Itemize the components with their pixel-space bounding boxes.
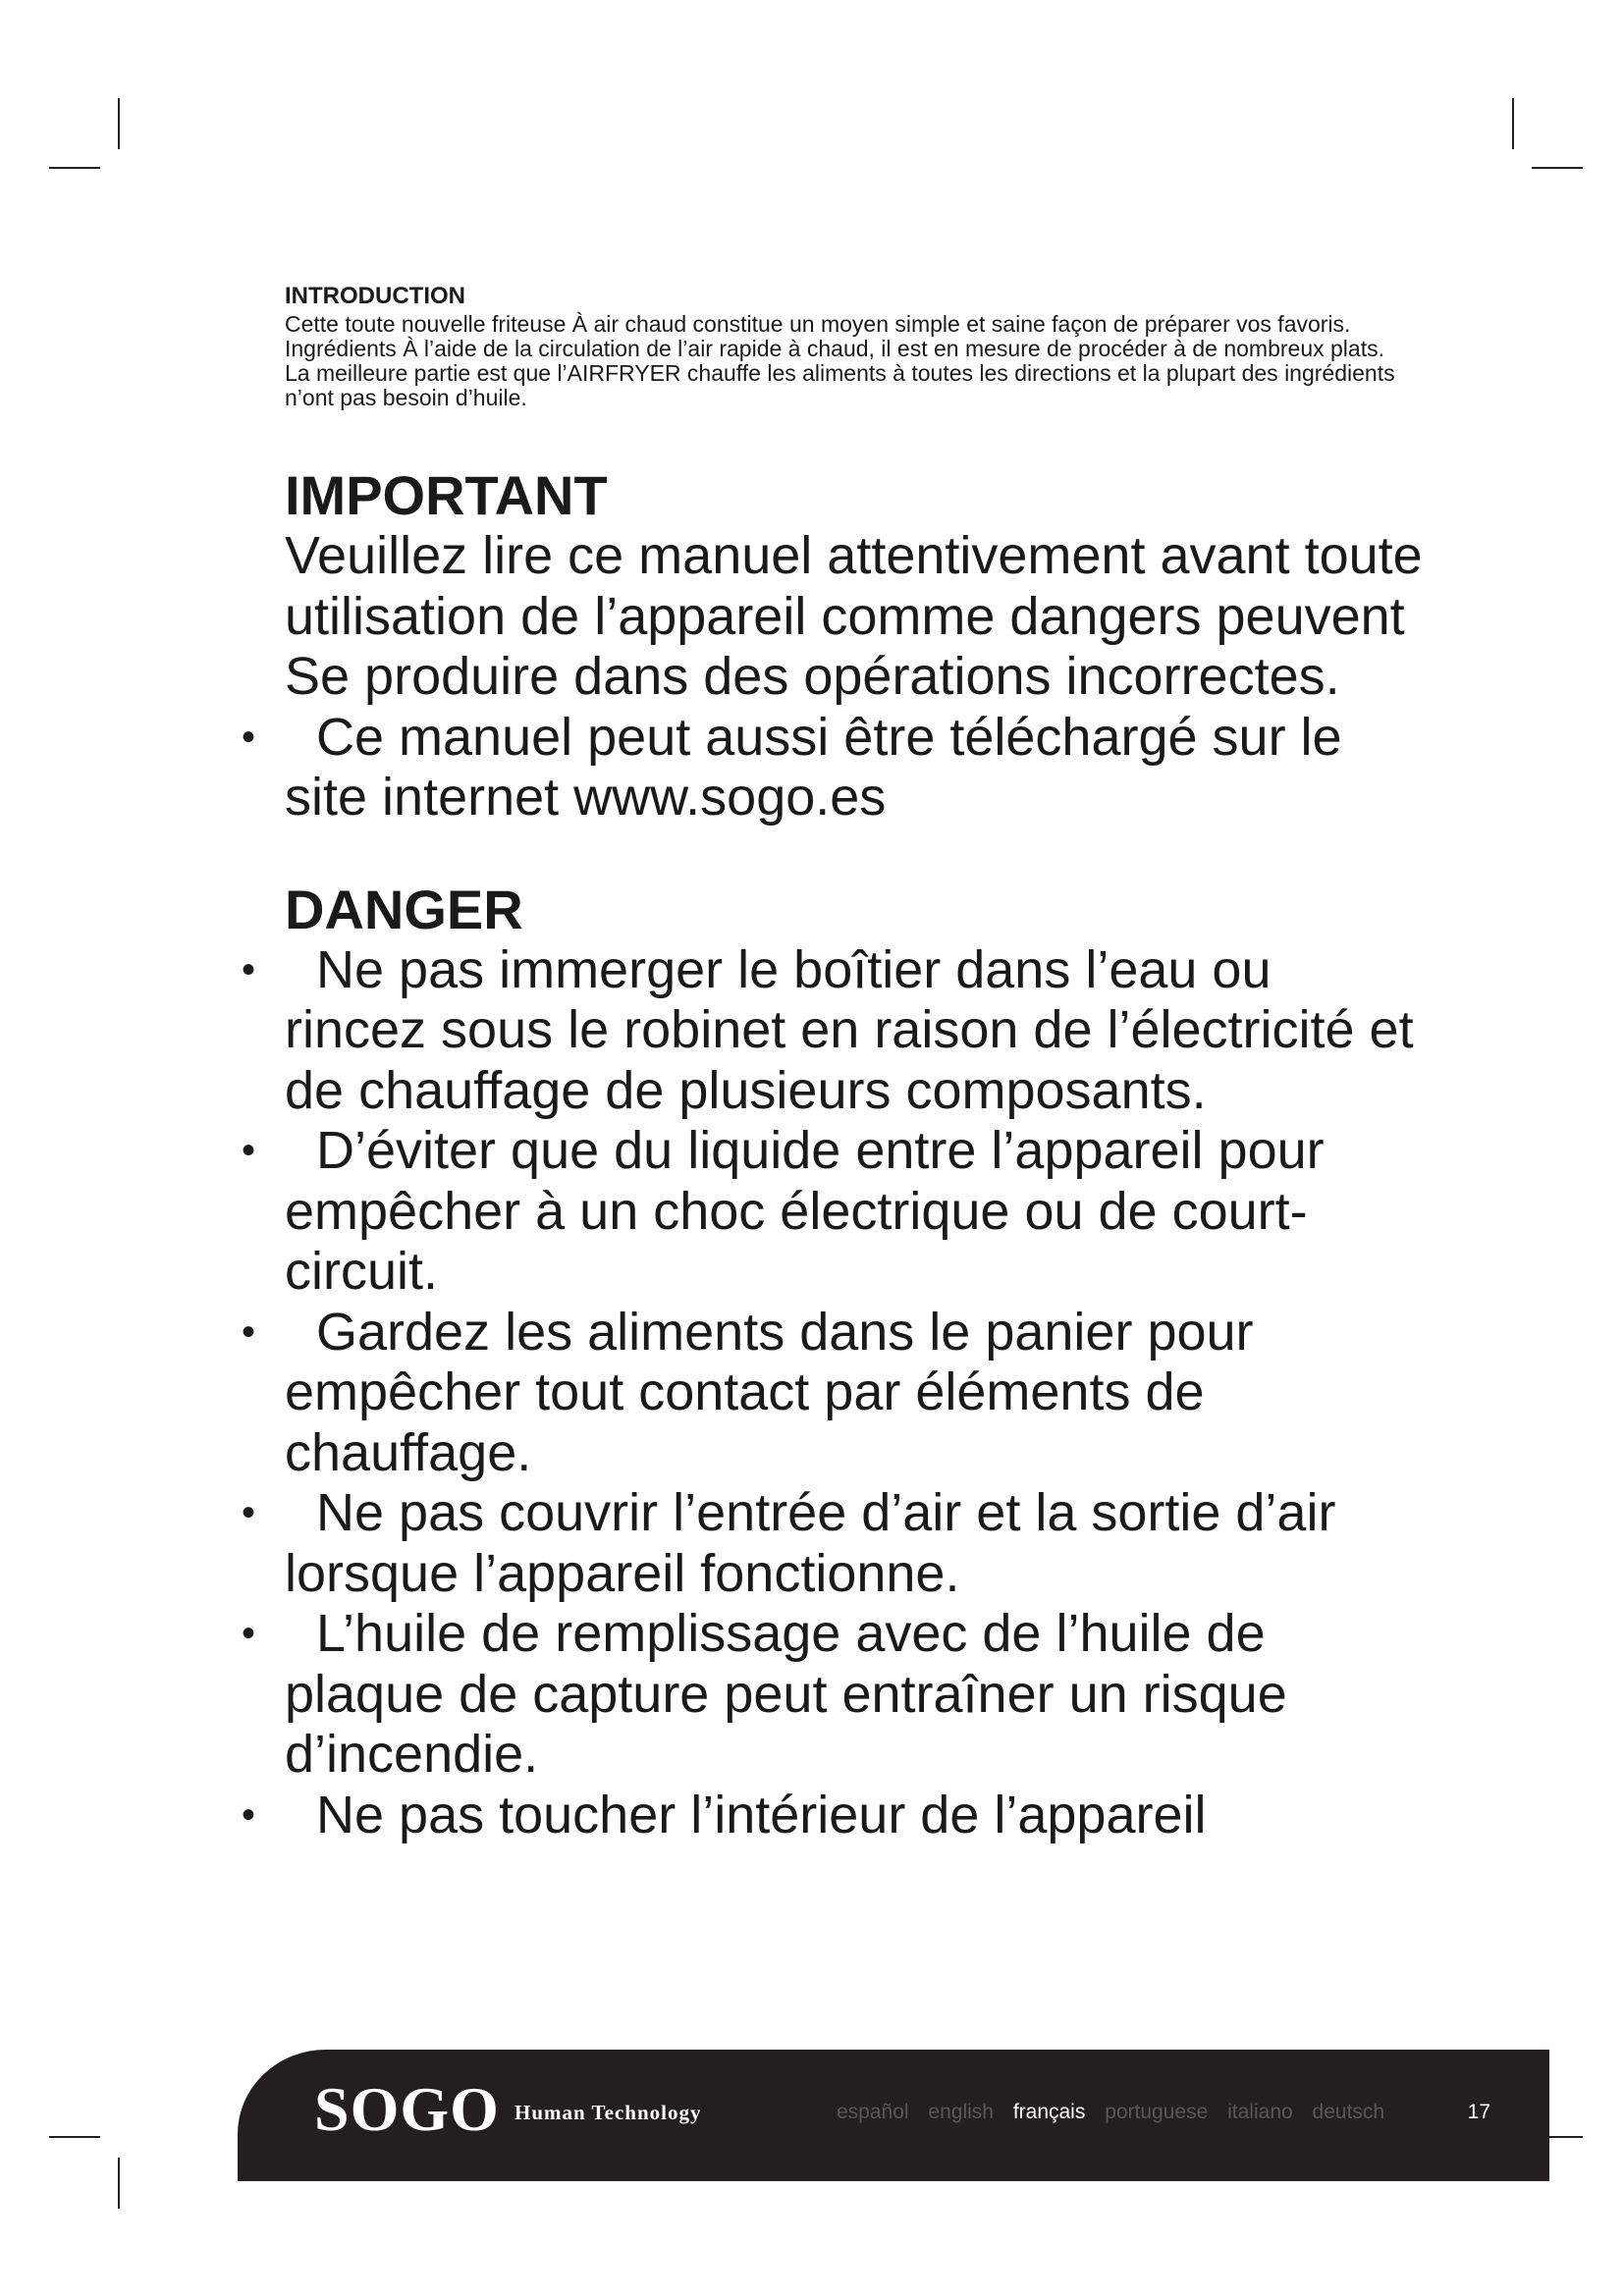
- language-italiano[interactable]: italiano: [1227, 2101, 1293, 2123]
- bullet-text: L’huile de remplissage avec de l’huile de plaque de capture peut entraîner un risque d’incendie.: [285, 1604, 1287, 1784]
- crop-mark: [118, 2158, 120, 2209]
- bullet-icon: •: [242, 1491, 256, 1534]
- danger-heading: DANGER: [285, 878, 523, 940]
- bullet-icon: •: [242, 1612, 256, 1655]
- footer-band: [238, 2050, 1549, 2181]
- introduction-paragraph: Cette toute nouvelle friteuse À air chaud constitue un moyen simple et saine façon de préparer vos favoris. Ingrédients À l’aide de la circulation de l’air rapide à chaud, il est en mesure de procéder à de nombreux plats. La meilleure partie est que l’AIRFRYER chauffe les aliments à toutes les directions et la plupart des ingrédients n’ont pas besoin d’huile.: [285, 311, 1395, 410]
- crop-mark: [49, 167, 100, 169]
- bullet-icon: •: [242, 1792, 256, 1837]
- bullet-text: Ne pas couvrir l’entrée d’air et la sortie d’air lorsque l’appareil fonctionne.: [285, 1483, 1336, 1603]
- bullet-text: Ne pas toucher l’intérieur de l’appareil: [316, 1785, 1207, 1844]
- language-deutsch[interactable]: deutsch: [1312, 2101, 1385, 2123]
- bullet-icon: •: [242, 1129, 256, 1172]
- bullet-icon: •: [242, 1309, 256, 1354]
- language-portuguese[interactable]: portuguese: [1105, 2101, 1209, 2123]
- crop-mark: [49, 2136, 100, 2138]
- sogo-logo: SOGO: [314, 2074, 500, 2144]
- list-item: [242, 1483, 1424, 1604]
- danger-bullet-list: [242, 939, 1424, 1846]
- language-english[interactable]: english: [928, 2101, 994, 2123]
- language-selector: [837, 2101, 1398, 2124]
- important-heading: IMPORTANT: [285, 464, 608, 526]
- crop-mark: [1532, 167, 1583, 169]
- list-item: [242, 707, 1424, 828]
- list-item: [242, 1785, 1424, 1846]
- logo-tagline: Human Technology: [514, 2101, 702, 2124]
- page-content: [242, 283, 1424, 1845]
- bullet-icon: •: [242, 715, 256, 759]
- list-item: [242, 1121, 1424, 1303]
- language-espanol[interactable]: español: [837, 2101, 909, 2123]
- bullet-text: D’éviter que du liquide entre l’appareil pour empêcher à un choc électrique ou de court-circuit.: [285, 1121, 1325, 1301]
- list-item: [242, 1302, 1424, 1484]
- crop-mark: [1512, 98, 1514, 149]
- important-paragraph: Veuillez lire ce manuel attentivement avant toute utilisation de l’appareil comme dangers peuvent Se produire dans des opérations incorrectes.: [285, 526, 1423, 706]
- crop-mark: [118, 98, 120, 149]
- bullet-text: Ne pas immerger le boîtier dans l’eau ou rincez sous le robinet en raison de l’électricité et de chauffage de plusieurs composants.: [285, 939, 1414, 1120]
- important-bullet-list: [242, 707, 1424, 828]
- list-item: [242, 939, 1424, 1122]
- introduction-heading: INTRODUCTION: [285, 283, 465, 309]
- list-item: [242, 1604, 1424, 1786]
- bullet-text: Gardez les aliments dans le panier pour empêcher tout contact par éléments de chauffage.: [285, 1302, 1254, 1482]
- language-francais[interactable]: français: [1012, 2101, 1086, 2123]
- bullet-icon: •: [242, 947, 256, 991]
- page-number: 17: [1467, 2101, 1490, 2123]
- bullet-text: Ce manuel peut aussi être téléchargé sur le site internet www.sogo.es: [285, 707, 1342, 827]
